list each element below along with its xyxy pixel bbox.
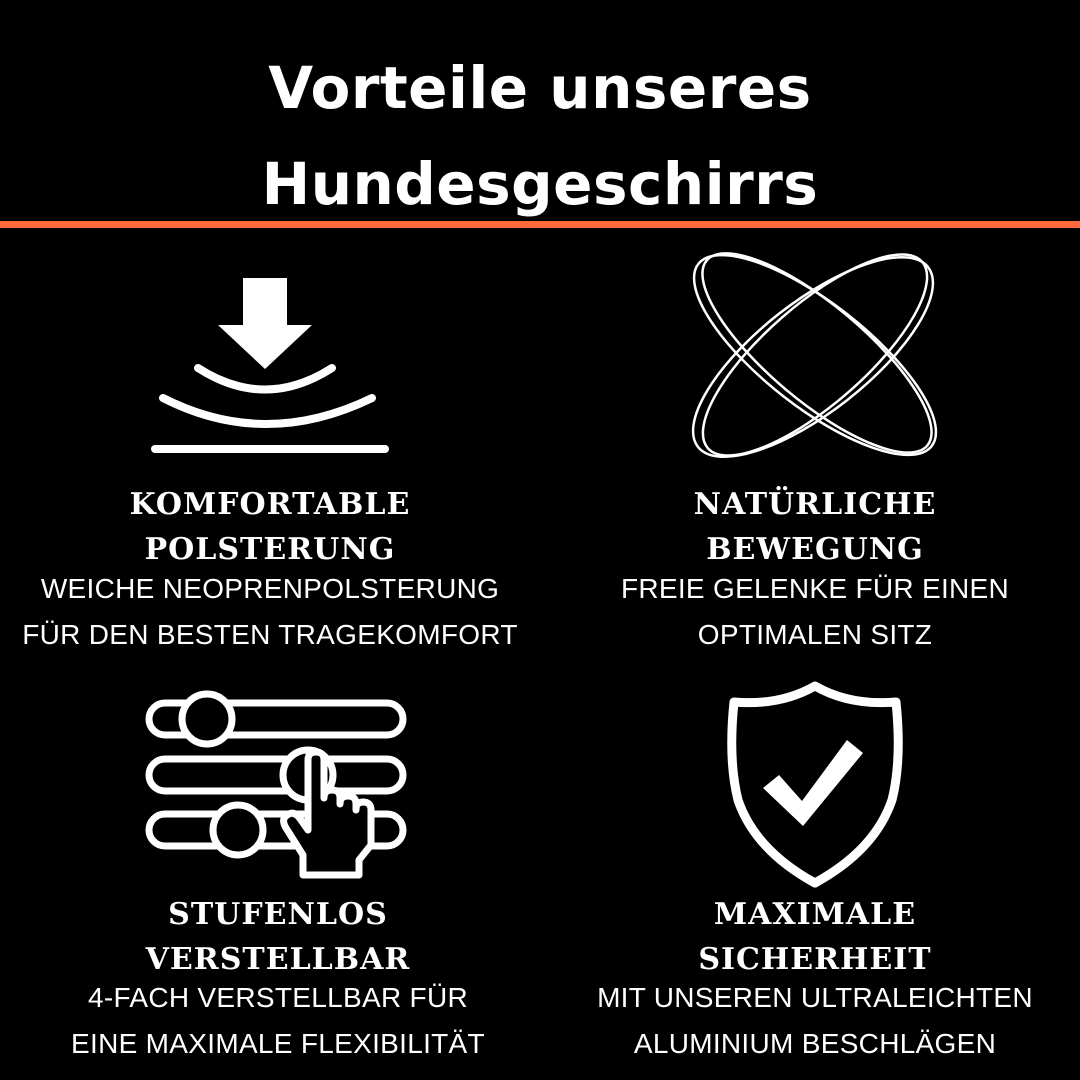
feature-heading-line-1: NATÜRLICHE — [693, 487, 937, 522]
feature-heading — [8, 892, 548, 982]
feature-description-line-2: EINE MAXIMALE FLEXIBILITÄT — [71, 1028, 485, 1059]
shield-check-icon — [545, 680, 1080, 888]
feature-description — [545, 975, 1080, 1067]
title-line-2: Hundesgeschirrs — [261, 150, 819, 218]
feature-description — [8, 975, 548, 1067]
feature-description-line-1: MIT UNSEREN ULTRALEICHTEN — [597, 982, 1033, 1013]
feature-description-line-2: FÜR DEN BESTEN TRAGEKOMFORT — [22, 619, 518, 650]
page-title — [0, 40, 1080, 232]
feature-heading-line-1: KOMFORTABLE — [129, 487, 411, 522]
accent-divider — [0, 221, 1080, 228]
feature-heading — [0, 482, 540, 572]
orbit-movement-icon — [545, 245, 1080, 465]
feature-description-line-1: WEICHE NEOPRENPOLSTERUNG — [40, 573, 500, 604]
feature-heading-line-2: POLSTERUNG — [144, 532, 396, 567]
feature-description-line-2: ALUMINIUM BESCHLÄGEN — [633, 1028, 997, 1059]
feature-description-line-1: 4-FACH VERSTELLBAR FÜR — [87, 982, 469, 1013]
feature-description — [0, 566, 540, 658]
feature-heading-line-2: SICHERHEIT — [698, 942, 932, 977]
feature-heading-line-1: STUFENLOS — [168, 897, 388, 932]
feature-description — [545, 566, 1080, 658]
feature-description-line-2: OPTIMALEN SITZ — [697, 619, 933, 650]
feature-heading-line-2: VERSTELLBAR — [145, 942, 411, 977]
adjustment-sliders-icon — [8, 680, 548, 885]
cushion-pressure-icon — [0, 245, 540, 460]
feature-heading — [545, 482, 1080, 572]
feature-heading — [545, 892, 1080, 982]
feature-heading-line-1: MAXIMALE — [713, 897, 917, 932]
feature-heading-line-2: BEWEGUNG — [706, 532, 924, 567]
title-line-1: Vorteile unseres — [268, 54, 812, 122]
feature-description-line-1: FREIE GELENKE FÜR EINEN — [620, 573, 1010, 604]
